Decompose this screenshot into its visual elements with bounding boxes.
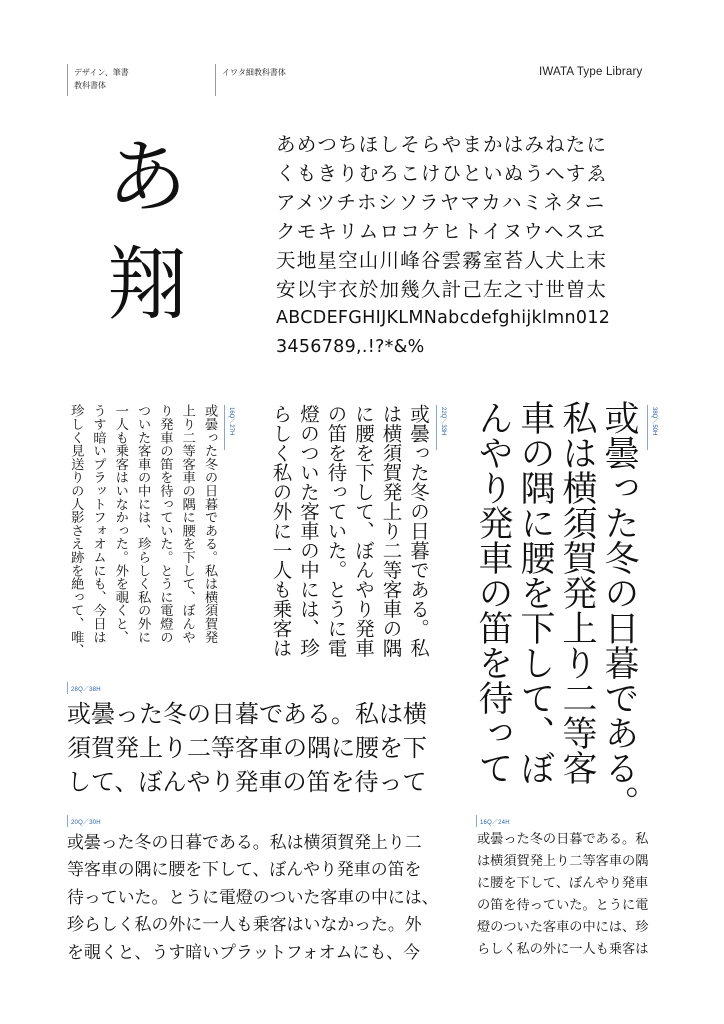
sample-16q-horizontal — [477, 829, 648, 961]
sample-20q — [67, 829, 439, 966]
sample-22q-line: 燈のついた客車の中には、珍 — [297, 404, 320, 658]
sample-16qv-line: ついた客車の中には、珍らしく私の外に — [135, 404, 151, 644]
sample-28q-line: して、ぼんやり発車の笛を待って — [67, 768, 427, 796]
sample-38q-line: 私は横須賀発上り二等客 — [557, 400, 597, 785]
sample-38q-line: んやり発車の笛を待って — [473, 400, 513, 785]
sample-20q-line: 珍らしく私の外に一人も乗客はいなかった。外 — [67, 914, 422, 935]
sample-16q-vertical — [64, 404, 220, 657]
sample-22q-line: は横須賀発上り二等客車の隅 — [379, 404, 403, 658]
category-line-1: デザイン、筆書 — [74, 68, 129, 77]
sample-38q — [472, 400, 640, 820]
tag-20-line — [67, 815, 68, 827]
sample-16qh-line: らしく私の外に一人も乗客は — [477, 942, 649, 957]
sample-22q-line: に腰を下して、ぼんやり発車 — [352, 404, 375, 658]
sample-20q-line: 待っていた。とうに電燈のついた客車の中には、 — [67, 886, 439, 907]
tag-16v: 16Q／27H — [228, 407, 234, 436]
tag-28: 28Q／38H — [71, 687, 101, 693]
sample-28q-line: 或曇った冬の日暮である。私は横 — [67, 700, 427, 728]
brand-label: IWATA Type Library — [539, 66, 643, 78]
display-char-2: 翔 — [107, 238, 187, 331]
sample-16qv-line: 珍しく見送りの人影さえ跡を絶って、唯、 — [68, 404, 84, 657]
sample-22q-line: 或曇った冬の日暮である。私 — [407, 404, 430, 658]
sample-22q — [266, 404, 432, 658]
charset-line: アメツチホシソラヤマカハミネタニ — [276, 191, 606, 214]
charset-line: あめつちほしそらやまかはみねたに — [276, 133, 608, 156]
sample-16qh-line: の笛を待っていた。とうに電 — [477, 898, 649, 913]
charset-line: 天地星空山川峰谷雲霧室苔人犬上末 — [276, 249, 608, 272]
category-line-2: 教科書体 — [74, 81, 106, 90]
sample-20q-line: 等客車の隅に腰を下して、ぼんやり発車の笛を — [67, 859, 422, 880]
display-char-1: あ — [107, 131, 187, 224]
sample-16qv-line: うす暗いプラットフォオムにも、今日は — [90, 404, 106, 644]
sample-16qh-line: は横須賀発上り二等客車の隅 — [477, 854, 649, 869]
sample-22q-line: らしく私の外に一人も乗客は — [269, 404, 293, 658]
charset-line: 安以宇衣於加幾久計己左之寸世曽太 — [276, 278, 608, 301]
header-divider-2 — [215, 64, 216, 96]
header-category — [74, 66, 129, 92]
tag-16h-line — [476, 815, 477, 827]
charset-block — [276, 130, 610, 362]
sample-28q-line: 須賀発上り二等客車の隅に腰を下 — [67, 734, 427, 762]
tag-20: 20Q／30H — [71, 820, 101, 826]
charset-line: くもきりむろこけひといぬうへすゑ — [276, 162, 608, 185]
sample-16qv-line: り発車の笛を待っていた。とうに電燈の — [157, 404, 173, 644]
header-font-name: イワタ細教科書体 — [222, 68, 286, 77]
sample-38q-line: 車の隅に腰を下して、ぼ — [515, 400, 555, 785]
sample-16qv-line: 一人も乗客はいなかった。外を覗くと、 — [112, 404, 128, 644]
sample-16qh-line: 燈のついた客車の中には、珍 — [477, 920, 649, 935]
sample-28q — [67, 697, 427, 799]
tag-38: 38Q／50H — [651, 407, 657, 436]
sample-22q-line: の笛を待っていた。とうに電 — [324, 404, 348, 658]
header-divider-1 — [67, 64, 68, 96]
tag-28-line — [67, 682, 68, 694]
tag-22: 22Q／33H — [440, 407, 446, 436]
tag-16h: 16Q／24H — [480, 820, 510, 826]
sample-38q-line: 或曇った冬の日暮である。 — [599, 400, 639, 820]
sample-20q-line: 或曇った冬の日暮である。私は横須賀発上り二 — [67, 832, 422, 852]
tag-16v-line — [224, 405, 225, 450]
tag-38-line — [647, 405, 648, 450]
sample-20q-line: を覗くと、うす暗いプラットフォオムにも、今 — [67, 941, 421, 962]
sample-16qh-line: に腰を下して、ぼんやり発車 — [477, 876, 649, 891]
charset-line-digits: 3456789,.!?*&% — [276, 337, 425, 357]
sample-16qv-line: 上り二等客車の隅に腰を下して、ぼんや — [179, 404, 195, 644]
tag-22-line — [436, 405, 437, 450]
charset-line: クモキリムロコケヒトイヌウヘスヱ — [276, 220, 607, 243]
sample-16qv-line: 或曇った冬の日暮である。私は横須賀発 — [202, 404, 217, 644]
charset-line-latin: ABCDEFGHIJKLMNabcdefghijklmn012 — [276, 308, 611, 328]
sample-16qh-line: 或曇った冬の日暮である。私 — [477, 832, 649, 847]
